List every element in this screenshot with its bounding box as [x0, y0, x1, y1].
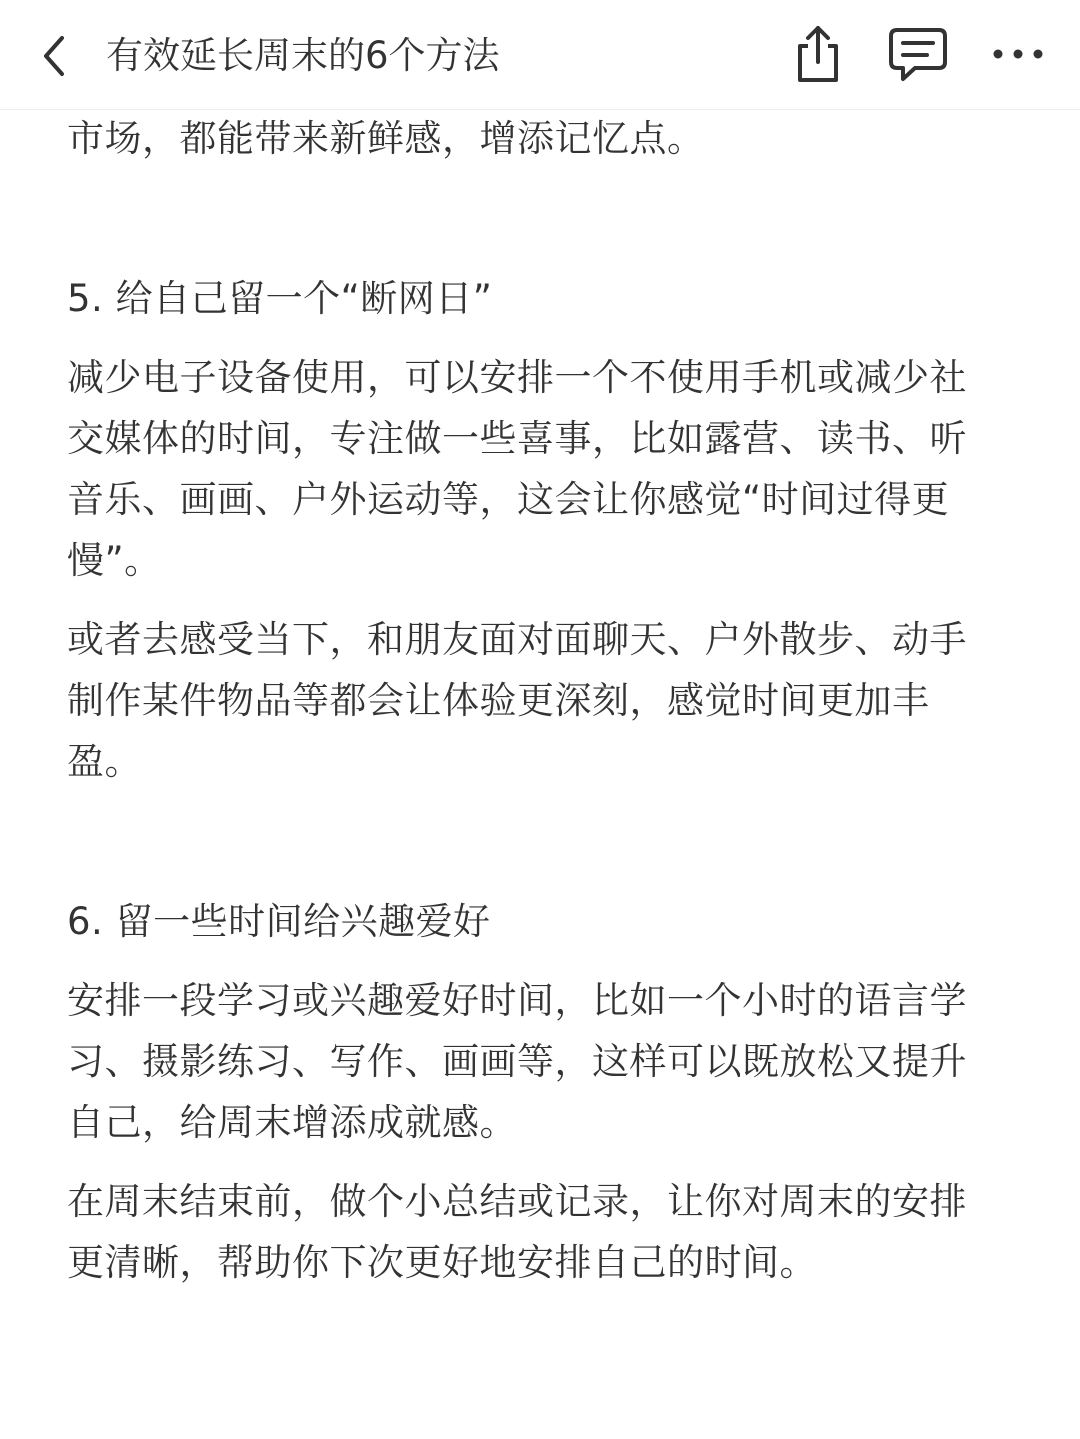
page-title: 有效延长周末的6个方法: [106, 34, 500, 77]
share-icon: [790, 22, 846, 86]
comment-icon: [887, 24, 949, 84]
more-icon: [988, 44, 1048, 64]
section-5-paragraph-2: 或者去感受当下，和朋友面对面聊天、户外散步、动手 制作某件物品等都会让体验更深刻，感觉时间更加丰 盈。: [67, 618, 967, 783]
section-5-paragraph-1: 减少电子设备使用，可以安排一个不使用手机或减少社 交媒体的时间，专注做一些喜事，比如露营、读书、听 音乐、画画、户外运动等，这会让你感觉“时间过得更 慢”。: [67, 356, 967, 582]
back-button[interactable]: [26, 24, 82, 88]
section-6-paragraph-2: 在周末结束前，做个小总结或记录，让你对周末的安排 更清晰，帮助你下次更好地安排自己的时间。: [67, 1180, 967, 1284]
intro-paragraph: 市场，都能带来新鲜感，增添记忆点。: [67, 117, 705, 160]
chevron-left-icon: [36, 32, 72, 80]
section-6-paragraph-1: 安排一段学习或兴趣爱好时间，比如一个小时的语言学 习、摄影练习、写作、画画等，这样可以既放松又提升 自己，给周末增添成就感。: [67, 979, 967, 1144]
section-6-heading: 6. 留一些时间给兴趣爱好: [67, 900, 491, 943]
share-button[interactable]: [786, 22, 850, 86]
more-button[interactable]: [986, 22, 1050, 86]
top-nav-bar: [0, 0, 1080, 110]
comment-button[interactable]: [886, 22, 950, 86]
section-5-heading: 5. 给自己留一个“断网日”: [67, 277, 493, 320]
article-body: [67, 108, 1007, 1293]
